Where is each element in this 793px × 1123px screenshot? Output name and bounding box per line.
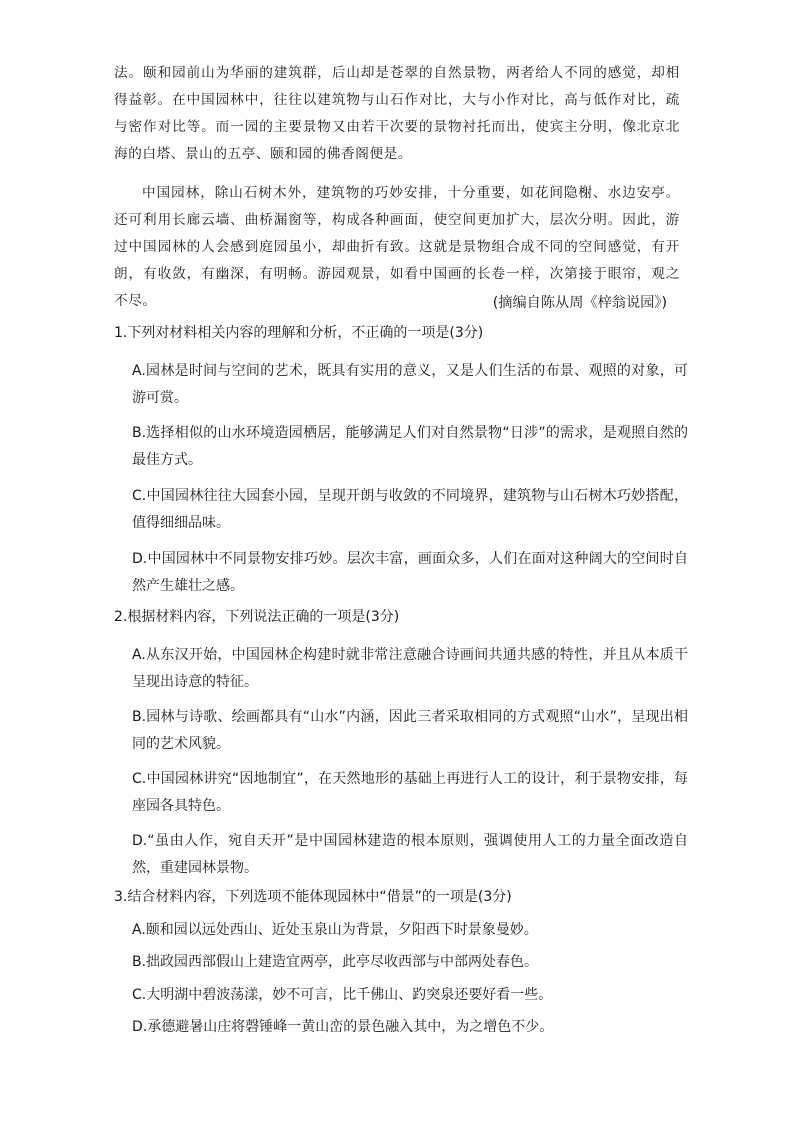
question-3-option-c: C.大明湖中碧波荡漾，妙不可言，比千佛山、趵突泉还要好看一些。	[132, 987, 553, 1003]
question-3-option-d: D.承德避暑山庄将磬锤峰一黄山峦的景色融入其中，为之增色不少。	[132, 1019, 554, 1035]
passage-source: (摘编自陈从周《梓翁说园》)	[492, 295, 667, 311]
passage-paragraph-2-text: 中国园林，除山石树木外，建筑物的巧妙安排，十分重要，如花间隐榭、水边安亭。还可利用长廊云墙、曲桥漏窗等，构成各种画面，使空间更加扩大，层次分明。因此，游过中国园林的人会感到庭园虽小，却曲折有致。这就是景物组合成不同的空间感觉，有开朗，有收敛，有幽深，有明畅。游园观景，如看中国画的长卷一样，次第接于眼帘，观之不尽。	[114, 185, 680, 309]
question-3-stem: 3.结合材料内容，下列选项不能体现园林中“借景”的一项是(3分)	[114, 889, 512, 905]
question-3-option-a: A.颐和园以远处西山、近处玉泉山为背景，夕阳西下时景象曼妙。	[132, 922, 538, 938]
question-2-option-d: D.“虽由人作，宛自天开”是中国园林建造的根本原则，强调使用人工的力量全面改造自然，重建园林景物。	[132, 833, 688, 876]
passage-paragraph-1	[114, 60, 680, 168]
question-1-option-d: D.中国园林中不同景物安排巧妙。层次丰富，画面众多，人们在面对这种阔大的空间时自然产生雄壮之感。	[132, 551, 688, 594]
question-2-stem: 2.根据材料内容，下列说法正确的一项是(3分)	[114, 609, 400, 625]
question-2-option-a: A.从东汉开始，中国园林企构建时就非常注意融合诗画间共通共感的特性，并且从本质干呈现出诗意的特征。	[132, 647, 688, 690]
question-1-option-c: C.中国园林往往大园套小园，呈现开朗与收敛的不同境界，建筑物与山石树木巧妙搭配，值得细细品味。	[132, 488, 688, 531]
question-2-option-b: B.园林与诗歌、绘画都具有“山水”内涵，因此三者采取相同的方式观照“山水”，呈现出相同的艺术风貌。	[132, 709, 688, 752]
question-1-option-b: B.选择相似的山水环境造园栖居，能够满足人们对自然景物“日涉”的需求，是观照自然的最佳方式。	[132, 425, 688, 468]
question-1-option-a: A.园林是时间与空间的艺术，既具有实用的意义，又是人们生活的布景、观照的对象，可游可赏。	[132, 363, 688, 406]
passage-paragraph-1-text: 法。颐和园前山为华丽的建筑群，后山却是苍翠的自然景物，两者给人不同的感觉，却相得益彰。在中国园林中，往往以建筑物与山石作对比，大与小作对比，高与低作对比，疏与密作对比等。而一园的主要景物又由若干次要的景物衬托而出，使宾主分明，像北京北海的白塔、景山的五亭、颐和园的佛香阁便是。	[114, 65, 680, 162]
question-1-stem: 1.下列对材料相关内容的理解和分析，不正确的一项是(3分)	[114, 325, 484, 341]
question-2-option-c: C.中国园林讲究“因地制宜”，在天然地形的基础上再进行人工的设计，利于景物安排，每座园各具特色。	[132, 771, 688, 814]
question-3-option-b: B.拙政园西部假山上建造宜两亭，此亭尽收西部与中部两处春色。	[132, 954, 539, 970]
